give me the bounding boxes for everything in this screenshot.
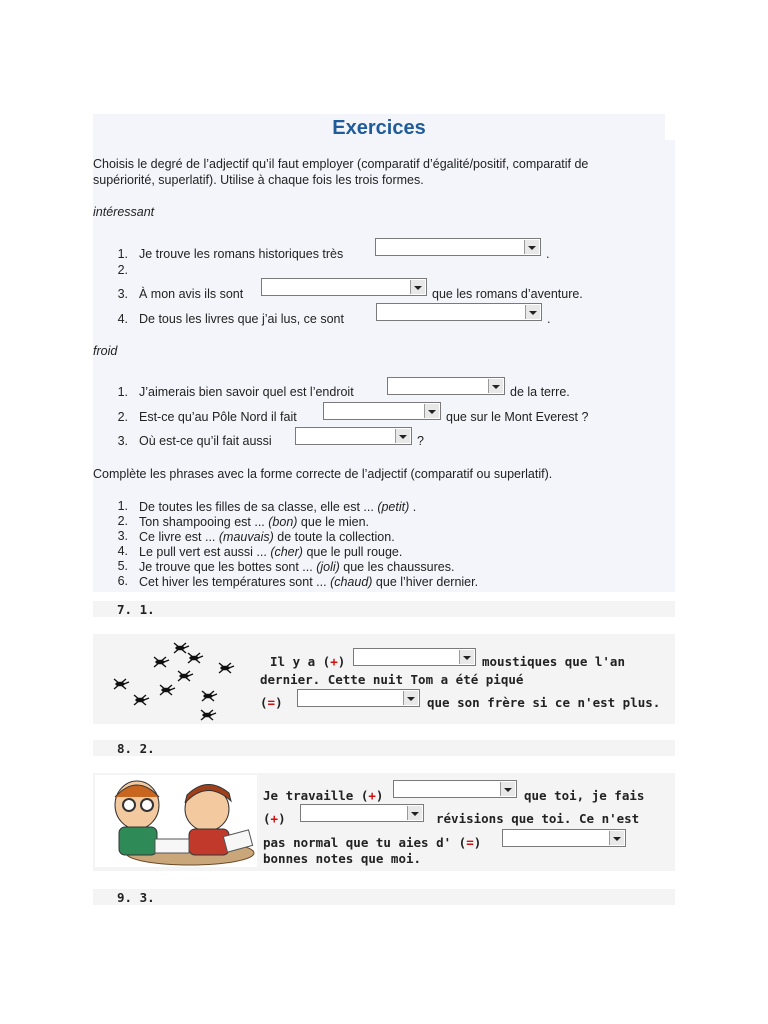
- chevron-down-icon: [403, 691, 418, 705]
- text: pas normal que tu aies d' (: [263, 835, 467, 850]
- mosquito-icon: [134, 695, 149, 705]
- item-number: 6.: [117, 574, 128, 588]
- text: (: [263, 811, 271, 826]
- chevron-down-icon: [407, 806, 422, 820]
- item-text: .: [409, 500, 417, 514]
- exercise-1-line-1a: [270, 654, 345, 670]
- answer-select-ex1-2[interactable]: [297, 689, 420, 707]
- adjective-interessant: intéressant: [93, 205, 155, 219]
- mosquito-icon: [160, 685, 175, 695]
- mosquito-icon: [202, 691, 217, 701]
- item-adjective: (joli): [316, 560, 340, 574]
- text: ): [278, 811, 286, 826]
- item-adjective: (petit): [377, 500, 410, 514]
- answer-select-b3[interactable]: [295, 427, 412, 445]
- item-text: que le mien.: [297, 515, 370, 529]
- list-item: [139, 514, 369, 530]
- item-text: ?: [417, 434, 424, 448]
- exercise-1-line-3b: que son frère si ce n'est plus.: [427, 695, 661, 710]
- chevron-down-icon: [459, 650, 474, 664]
- plus-sign: +: [270, 811, 279, 826]
- list-item: [139, 499, 416, 515]
- equals-sign: =: [267, 695, 276, 710]
- item-number: 1.: [117, 247, 128, 261]
- answer-select-ex2-1[interactable]: [393, 780, 517, 798]
- list-item: [139, 544, 402, 560]
- item-text: .: [546, 247, 550, 261]
- exercise-2-line-2a: [263, 811, 286, 827]
- item-number: 1.: [117, 385, 128, 399]
- text: Il y a (: [270, 654, 331, 669]
- answer-select-b1[interactable]: [387, 377, 505, 395]
- page-title: Exercices: [332, 117, 426, 139]
- chevron-down-icon: [410, 280, 425, 294]
- answer-select-ex1-1[interactable]: [353, 648, 476, 666]
- item-text: Ce livre est ...: [139, 530, 219, 544]
- item-text: Je trouve que les bottes sont ...: [139, 560, 317, 574]
- item-text: de toute la collection.: [273, 530, 395, 544]
- chevron-down-icon: [524, 240, 539, 254]
- item-adjective: (chaud): [330, 575, 373, 589]
- item-number: 3.: [117, 529, 128, 543]
- exercise-2-line-2b: révisions que toi. Ce n'est: [436, 811, 640, 826]
- text: ): [337, 654, 346, 669]
- exercise-2-line-3a: [263, 835, 481, 851]
- chevron-down-icon: [488, 379, 503, 393]
- item-number: 4.: [117, 544, 128, 558]
- exercise-1-line-3a: [260, 695, 283, 711]
- answer-select-ex2-3[interactable]: [502, 829, 626, 847]
- chevron-down-icon: [395, 429, 410, 443]
- students-illustration: [95, 775, 257, 867]
- mosquitoes-illustration: [108, 640, 243, 725]
- item-text: que le pull rouge.: [302, 545, 403, 559]
- mosquito-icon: [188, 653, 203, 663]
- item-number: 2.: [117, 410, 128, 424]
- item-number: 2.: [117, 514, 128, 528]
- exercise-2-line-4: bonnes notes que moi.: [263, 851, 422, 866]
- chevron-down-icon: [424, 404, 439, 418]
- equals-sign: =: [466, 835, 474, 850]
- item-text: Ton shampooing est ...: [139, 515, 269, 529]
- exercise-1-line-1b: moustiques que l'an: [482, 654, 625, 669]
- mosquito-icon: [178, 671, 193, 681]
- item-adjective: (cher): [270, 545, 303, 559]
- chevron-down-icon: [525, 305, 540, 319]
- text: ): [275, 695, 283, 710]
- text: Je travaille (: [263, 788, 369, 803]
- exercise-label-8: 8. 2.: [117, 741, 155, 756]
- item-text: Est-ce qu’au Pôle Nord il fait: [139, 410, 297, 424]
- item-text: Je trouve les romans historiques très: [139, 247, 344, 261]
- chevron-down-icon: [609, 831, 624, 845]
- exercise-2-line-1a: [263, 788, 383, 804]
- exercise-bar-9: [93, 889, 675, 905]
- item-number: 3.: [117, 434, 128, 448]
- mosquito-icon: [174, 643, 189, 653]
- text: ): [375, 788, 384, 803]
- exercise-2-line-1b: que toi, je fais: [524, 788, 645, 803]
- instructions-2: Complète les phrases avec la forme correcte de l’adjectif (comparatif ou superlatif).: [93, 467, 553, 481]
- item-text: que les chaussures.: [339, 560, 455, 574]
- item-text: Où est-ce qu’il fait aussi: [139, 434, 272, 448]
- list-item: [139, 529, 395, 545]
- exercise-bar-8: [93, 740, 675, 756]
- item-text: que sur le Mont Everest ?: [446, 410, 589, 424]
- item-text: que les romans d’aventure.: [432, 287, 583, 301]
- item-text: De tous les livres que j’ai lus, ce sont: [139, 312, 344, 326]
- chevron-down-icon: [500, 782, 515, 796]
- list-item: [139, 559, 454, 575]
- item-text: J’aimerais bien savoir quel est l’endroit: [139, 385, 354, 399]
- item-text: Le pull vert est aussi ...: [139, 545, 271, 559]
- item-text: que l’hiver dernier.: [372, 575, 479, 589]
- mosquito-icon: [201, 710, 216, 720]
- list-item: [139, 574, 478, 590]
- exercise-bar-7: [93, 601, 675, 617]
- exercise-1-line-2: dernier. Cette nuit Tom a été piqué: [260, 672, 524, 687]
- item-text: De toutes les filles de sa classe, elle est ...: [139, 500, 378, 514]
- instructions-line-1: Choisis le degré de l’adjectif qu’il faut employer (comparatif d’égalité/positif, comparatif de: [93, 157, 589, 171]
- item-number: 3.: [117, 287, 128, 301]
- item-adjective: (bon): [268, 515, 298, 529]
- plus-sign: +: [368, 788, 376, 803]
- item-number: 1.: [117, 499, 128, 513]
- item-number: 2.: [117, 263, 128, 277]
- plus-sign: +: [330, 654, 338, 669]
- item-number: 4.: [117, 312, 128, 326]
- item-adjective: (mauvais): [218, 530, 274, 544]
- answer-select-a4[interactable]: [376, 303, 542, 321]
- item-text: .: [547, 312, 551, 326]
- answer-select-a3[interactable]: [261, 278, 427, 296]
- text: ): [473, 835, 482, 850]
- adjective-froid: froid: [93, 344, 118, 358]
- text: (: [260, 695, 268, 710]
- answer-select-a1[interactable]: [375, 238, 541, 256]
- exercise-label-7: 7. 1.: [117, 602, 155, 617]
- item-text: À mon avis ils sont: [139, 287, 244, 301]
- instructions-line-2: supériorité, superlatif). Utilise à chaque fois les trois formes.: [93, 173, 424, 187]
- mosquito-icon: [219, 663, 234, 673]
- item-text: de la terre.: [510, 385, 570, 399]
- mosquito-icon: [114, 679, 129, 689]
- exercise-label-9: 9. 3.: [117, 890, 155, 905]
- answer-select-ex2-2[interactable]: [300, 804, 424, 822]
- mosquito-icon: [154, 657, 169, 667]
- answer-select-b2[interactable]: [323, 402, 441, 420]
- item-text: Cet hiver les températures sont ...: [139, 575, 331, 589]
- item-number: 5.: [117, 559, 128, 573]
